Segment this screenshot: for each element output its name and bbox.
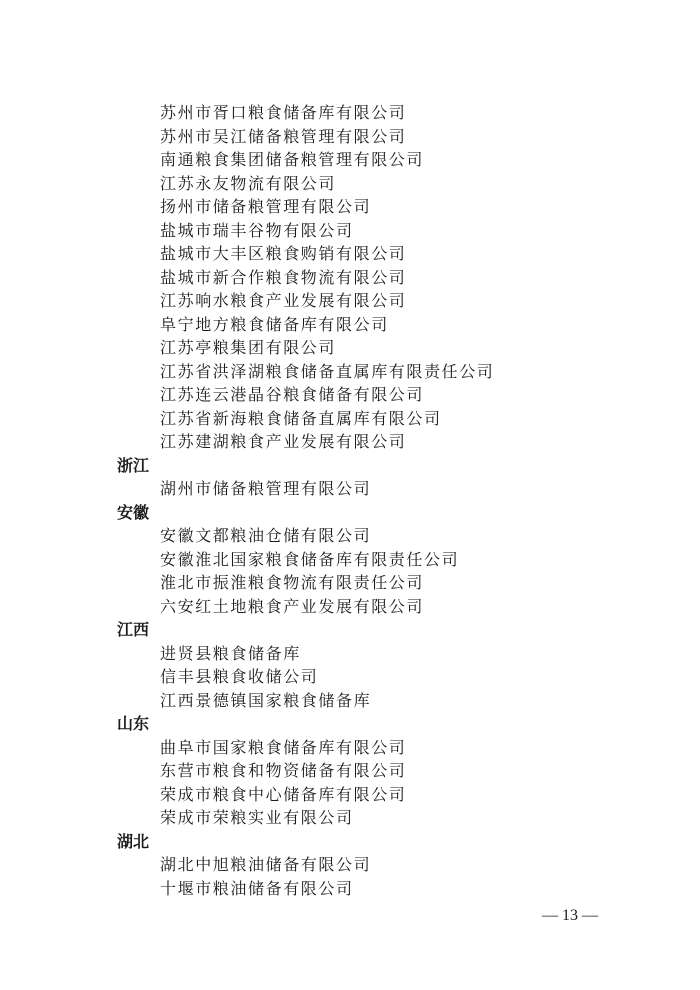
company-item: 东营市粮食和物资储备有限公司 bbox=[160, 761, 407, 780]
company-item: 阜宁地方粮食储备库有限公司 bbox=[160, 314, 389, 334]
company-item: 江苏永友物流有限公司 bbox=[160, 173, 337, 193]
company-item: 江苏建湖粮食产业发展有限公司 bbox=[160, 432, 407, 451]
province-heading: 浙江 bbox=[117, 455, 150, 475]
company-item: 苏州市胥口粮食储备库有限公司 bbox=[160, 103, 407, 122]
company-item: 盐城市新合作粮食物流有限公司 bbox=[160, 267, 407, 287]
company-item: 荣成市荣粮实业有限公司 bbox=[160, 808, 354, 827]
company-item: 湖北中旭粮油储备有限公司 bbox=[160, 855, 372, 874]
company-item: 江苏省新海粮食储备直属库有限公司 bbox=[160, 408, 442, 428]
page-number: — 13 — bbox=[542, 907, 598, 924]
company-item: 曲阜市国家粮食储备库有限公司 bbox=[160, 737, 407, 757]
company-item: 安徽文都粮油仓储有限公司 bbox=[160, 526, 372, 545]
company-item: 盐城市大丰区粮食购销有限公司 bbox=[160, 244, 407, 263]
company-item: 荣成市粮食中心储备库有限公司 bbox=[160, 784, 407, 804]
company-item: 盐城市瑞丰谷物有限公司 bbox=[160, 220, 354, 240]
company-item: 信丰县粮食收储公司 bbox=[160, 667, 319, 686]
company-item: 江苏亭粮集团有限公司 bbox=[160, 338, 337, 357]
company-item: 南通粮食集团储备粮管理有限公司 bbox=[160, 150, 425, 169]
province-heading: 江西 bbox=[117, 620, 150, 639]
company-item: 江西景德镇国家粮食储备库 bbox=[160, 690, 372, 710]
company-item: 进贤县粮食储备库 bbox=[160, 643, 301, 663]
province-heading: 安徽 bbox=[117, 502, 150, 522]
company-item: 安徽淮北国家粮食储备库有限责任公司 bbox=[160, 549, 460, 569]
company-item: 江苏响水粮食产业发展有限公司 bbox=[160, 291, 407, 310]
company-item: 淮北市振淮粮食物流有限责任公司 bbox=[160, 573, 425, 592]
company-item: 十堰市粮油储备有限公司 bbox=[160, 878, 354, 898]
company-item: 江苏连云港晶谷粮食储备有限公司 bbox=[160, 385, 425, 404]
company-item: 六安红土地粮食产业发展有限公司 bbox=[160, 596, 425, 616]
company-item: 江苏省洪泽湖粮食储备直属库有限责任公司 bbox=[160, 361, 495, 381]
company-item: 湖州市储备粮管理有限公司 bbox=[160, 479, 372, 498]
company-item: 苏州市吴江储备粮管理有限公司 bbox=[160, 126, 407, 146]
company-item: 扬州市储备粮管理有限公司 bbox=[160, 197, 372, 216]
province-heading: 湖北 bbox=[117, 831, 150, 851]
province-heading: 山东 bbox=[117, 714, 150, 733]
